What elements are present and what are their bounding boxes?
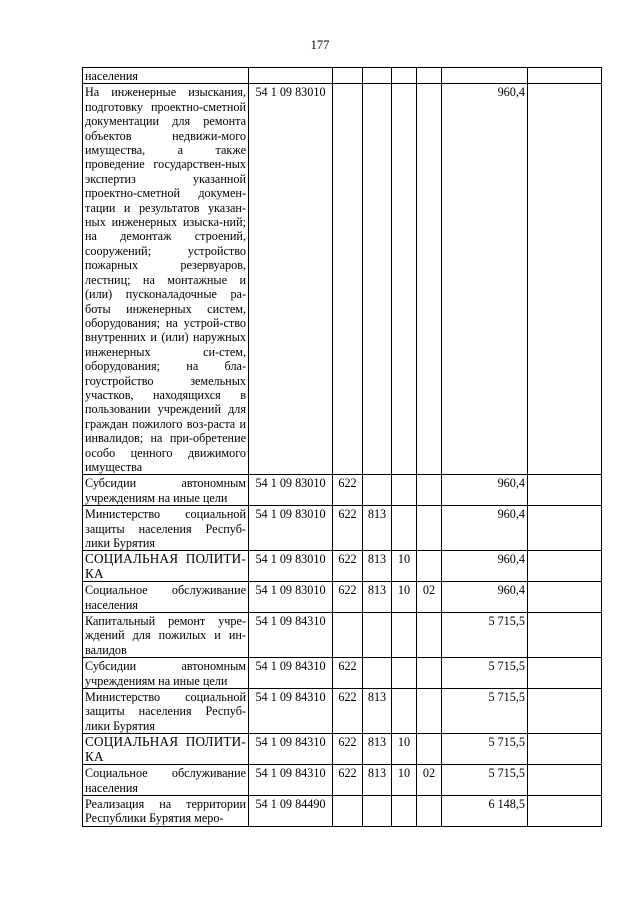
row-amount: 5 715,5 [442, 765, 528, 796]
row-ministry-code: 813 [363, 765, 392, 796]
row-section [392, 613, 417, 658]
table-row [83, 689, 602, 734]
row-expense-type: 622 [333, 506, 363, 551]
row-expense-type [333, 795, 363, 826]
row-section: 10 [392, 734, 417, 765]
row-section [392, 475, 417, 506]
row-amount: 6 148,5 [442, 795, 528, 826]
table-body [83, 68, 602, 827]
page-number: 177 [310, 38, 330, 52]
row-expense-type [333, 84, 363, 475]
row-section: 10 [392, 765, 417, 796]
row-target-code: 54 1 09 84310 [249, 734, 333, 765]
row-target-code [249, 68, 333, 84]
row-ministry-code: 813 [363, 506, 392, 551]
row-target-code: 54 1 09 84310 [249, 765, 333, 796]
row-name: Министерство социальной защиты населения Респуб-лики Бурятия [83, 689, 249, 734]
row-expense-type: 622 [333, 689, 363, 734]
row-section [392, 689, 417, 734]
row-ministry-code [363, 613, 392, 658]
row-amount: 5 715,5 [442, 658, 528, 689]
row-ministry-code: 813 [363, 689, 392, 734]
row-subsection [417, 689, 442, 734]
row-name: Субсидии автономным учреждениям на иные цели [83, 658, 249, 689]
row-target-code: 54 1 09 83010 [249, 551, 333, 582]
row-amount: 960,4 [442, 582, 528, 613]
row-amount: 5 715,5 [442, 689, 528, 734]
row-target-code: 54 1 09 83010 [249, 84, 333, 475]
row-expense-type: 622 [333, 582, 363, 613]
row-section [392, 84, 417, 475]
row-name: Социальное обслуживание населения [83, 582, 249, 613]
row-subsection [417, 68, 442, 84]
row-subsection [417, 613, 442, 658]
row-subsection [417, 475, 442, 506]
row-subsection: 02 [417, 582, 442, 613]
table-row [83, 658, 602, 689]
row-amount: 960,4 [442, 84, 528, 475]
row-amount: 960,4 [442, 506, 528, 551]
row-target-code: 54 1 09 84490 [249, 795, 333, 826]
row-amount: 5 715,5 [442, 734, 528, 765]
row-ministry-code [363, 795, 392, 826]
table-row [83, 613, 602, 658]
row-extra [528, 795, 602, 826]
row-expense-type: 622 [333, 734, 363, 765]
row-subsection [417, 795, 442, 826]
row-ministry-code: 813 [363, 734, 392, 765]
row-ministry-code [363, 84, 392, 475]
row-name: На инженерные изыскания, подготовку проектно-сметной документации для ремонта объектов недвижи-мого имущества, а также проведение государствен-ных экспертиз указанной проектно-сметной докумен-тации и результатов указан-ных инженерных изыска-ний; на демонтаж строений, сооружений; устройство пожарных резервуаров, лестниц; на монтажные и (или) пусконаладочные ра-боты инженерных систем, оборудования; на устрой-ство внутренних и (или) наружных инженерных си-стем, оборудования; на бла-гоустройство земельных участков, находящихся в пользовании учреждений для граждан пожилого воз-раста и инвалидов; на при-обретение особо ценного движимого имущества [83, 84, 249, 475]
row-section [392, 68, 417, 84]
row-extra [528, 765, 602, 796]
row-section [392, 506, 417, 551]
table-row [83, 68, 602, 84]
row-subsection [417, 658, 442, 689]
row-target-code: 54 1 09 83010 [249, 582, 333, 613]
row-amount: 5 715,5 [442, 613, 528, 658]
row-extra [528, 734, 602, 765]
table-row [83, 506, 602, 551]
row-expense-type [333, 613, 363, 658]
row-target-code: 54 1 09 84310 [249, 689, 333, 734]
table-row [83, 795, 602, 826]
row-amount [442, 68, 528, 84]
row-extra [528, 689, 602, 734]
row-extra [528, 582, 602, 613]
row-name: СОЦИАЛЬНАЯ ПОЛИТИ-КА [83, 734, 249, 765]
row-name: Социальное обслуживание населения [83, 765, 249, 796]
row-name: Министерство социальной защиты населения Респуб-лики Бурятия [83, 506, 249, 551]
row-target-code: 54 1 09 84310 [249, 613, 333, 658]
row-ministry-code [363, 68, 392, 84]
row-expense-type: 622 [333, 551, 363, 582]
row-target-code: 54 1 09 83010 [249, 475, 333, 506]
row-name: Реализация на территории Республики Бурятия меро- [83, 795, 249, 826]
row-extra [528, 613, 602, 658]
row-amount: 960,4 [442, 551, 528, 582]
table-row [83, 475, 602, 506]
table-row [83, 551, 602, 582]
budget-table [82, 67, 602, 827]
row-extra [528, 658, 602, 689]
row-extra [528, 68, 602, 84]
table-row [83, 582, 602, 613]
row-ministry-code: 813 [363, 551, 392, 582]
table-row [83, 765, 602, 796]
table-row [83, 84, 602, 475]
row-amount: 960,4 [442, 475, 528, 506]
row-expense-type [333, 68, 363, 84]
row-ministry-code: 813 [363, 582, 392, 613]
row-subsection [417, 734, 442, 765]
row-name: Субсидии автономным учреждениям на иные цели [83, 475, 249, 506]
row-expense-type: 622 [333, 475, 363, 506]
row-section: 10 [392, 582, 417, 613]
row-section [392, 795, 417, 826]
row-target-code: 54 1 09 83010 [249, 506, 333, 551]
row-extra [528, 475, 602, 506]
row-expense-type: 622 [333, 658, 363, 689]
row-extra [528, 551, 602, 582]
row-section [392, 658, 417, 689]
row-ministry-code [363, 658, 392, 689]
row-section: 10 [392, 551, 417, 582]
row-subsection [417, 506, 442, 551]
row-subsection [417, 84, 442, 475]
row-name: Капитальный ремонт учре-ждений для пожилых и ин-валидов [83, 613, 249, 658]
row-expense-type: 622 [333, 765, 363, 796]
row-extra [528, 84, 602, 475]
row-extra [528, 506, 602, 551]
row-name: СОЦИАЛЬНАЯ ПОЛИТИ-КА [83, 551, 249, 582]
row-ministry-code [363, 475, 392, 506]
row-subsection [417, 551, 442, 582]
row-target-code: 54 1 09 84310 [249, 658, 333, 689]
row-subsection: 02 [417, 765, 442, 796]
table-row [83, 734, 602, 765]
row-name: населения [83, 68, 249, 84]
